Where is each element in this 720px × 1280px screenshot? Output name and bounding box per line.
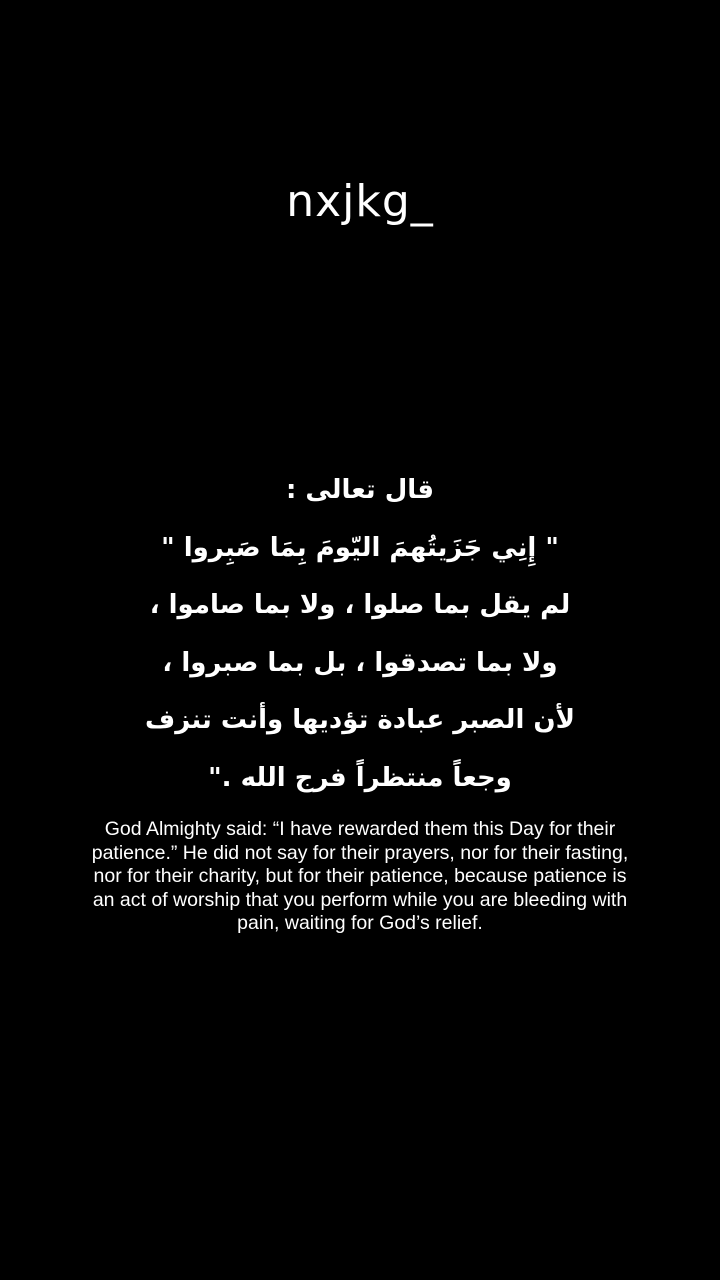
arabic-line-4: ولا بما تصدقوا ، بل بما صبروا ، — [162, 647, 558, 678]
english-translation: God Almighty said: “I have rewarded them this Day for their patience.” He did not say for their prayers, nor for their fasting, nor for their charity, but for their patience, because patience is an act of worship that you perform while you are bleeding with pain, waiting for God’s relief. — [91, 818, 629, 934]
arabic-line-2: " إِنِي جَزَيتُهمَ اليّومَ بِمَا صَبِروا " — [161, 532, 559, 563]
account-handle: nxjkg_ — [286, 176, 434, 227]
arabic-line-1: قال تعالى : — [285, 475, 435, 505]
arabic-line-5: لأن الصبر عبادة تؤديها وأنت تنزف — [145, 705, 575, 735]
arabic-line-6: وجعاً منتظراً فرج الله ." — [208, 762, 512, 793]
arabic-quote — [0, 462, 720, 807]
arabic-line-3: لم يقل بما صلوا ، ولا بما صاموا ، — [149, 590, 571, 620]
